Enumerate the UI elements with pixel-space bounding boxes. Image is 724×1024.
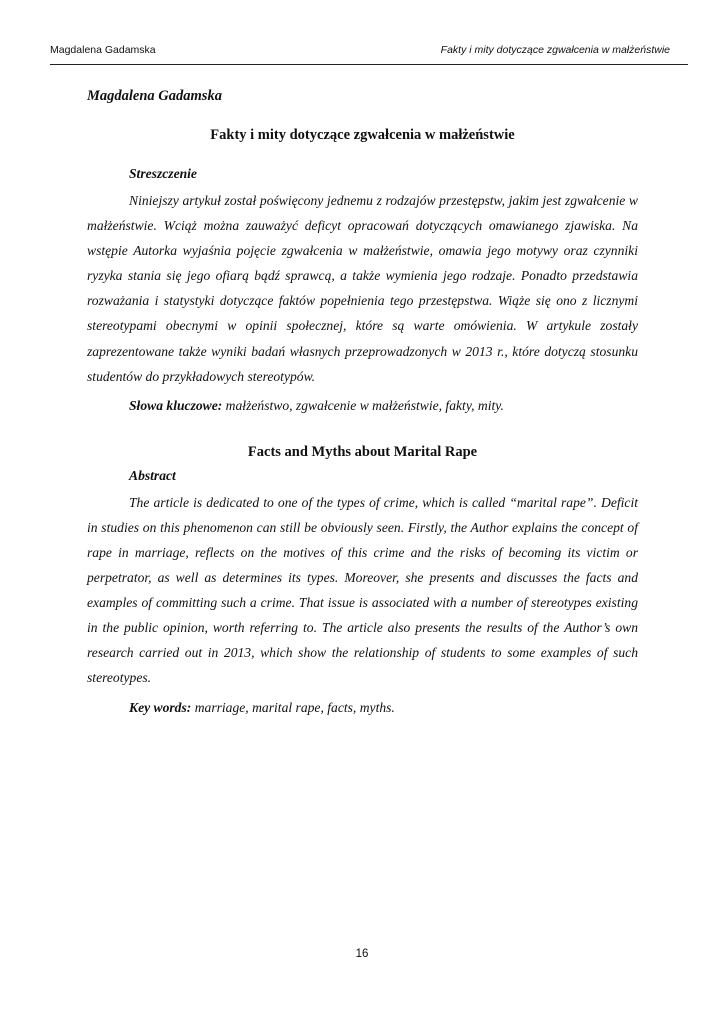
abstract-text-en: The article is dedicated to one of the types of crime, which is called “marital rape”. Deficit in studies on this phenomenon can still be obviously seen. Firstly, the Author explains the concept of rape in marriage, reflects on the motives of this crime and the risks of becoming its victim or perpetrator, as well as determines its types. Moreover, she presents and discusses the facts and examples of committing such a crime. That issue is associated with a number of stereotypes existing in the public opinion, worth referring to. The article also presents the results of the Author’s own research carried out in 2013, which show the relationship of students to some examples of such stereotypes. [87,494,638,686]
keywords-list-pl: małżeństwo, zgwałcenie w małżeństwie, fakty, mity. [222,397,504,413]
article-title-pl: Fakty i mity dotyczące zgwałcenia w małżeństwie [210,127,515,143]
summary-heading-pl: Streszczenie [129,166,197,181]
keywords-label-pl: Słowa kluczowe: [129,397,223,413]
running-header [50,42,688,65]
article-title-en: Facts and Myths about Marital Rape [247,443,478,460]
summary-text-pl: Niniejszy artykuł został poświęcony jednemu z rodzajów przestępstw, jakim jest zgwałcenie w małżeństwie. Wciąż można zauważyć deficyt opracowań dotyczących omawianego zjawiska. Na wstępie Autorka wyjaśnia pojęcie zgwałcenia w małżeństwie, omawia jego motywy oraz czynniki ryzyka stania się jego ofiarą bądź sprawcą, a także wymienia jego rodzaje. Ponadto przedstawia rozważania i statystyki dotyczące faktów popełnienia tego przestępstwa. Wiąże się ono z licznymi stereotypami obecnymi w opinii społecznej, które są warte omówienia. W artykule zostały zaprezentowane także wyniki badań własnych przeprowadzonych w 2013 r., które dotyczą stosunku studentów do przykładowych stereotypów. [87,193,638,384]
page-body [87,85,638,716]
page-number: 16 [355,948,369,960]
keywords-en [87,700,638,716]
header-title: Fakty i mity dotyczące zgwałcenia w małżeństwie [440,44,670,56]
keywords-label-en: Key words: [129,699,192,715]
header-author: Magdalena Gadamska [50,44,156,56]
author-name: Magdalena Gadamska [87,88,222,104]
keywords-list-en: marriage, marital rape, facts, myths. [191,699,395,715]
abstract-heading-en: Abstract [129,467,176,483]
keywords-pl [87,398,638,414]
